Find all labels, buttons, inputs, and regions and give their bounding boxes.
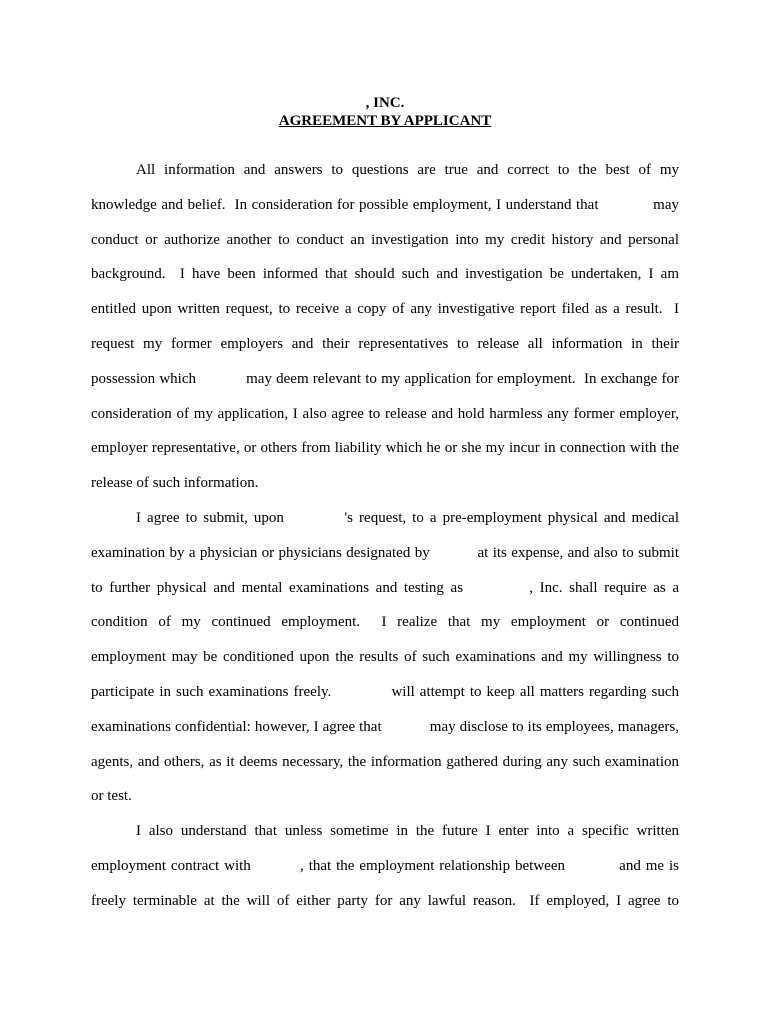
body-line: I agree to submit, upon 's request, to a pre-employment physical and medical (136, 510, 679, 526)
body-line: All information and answers to questions are true and correct to the best of my (136, 162, 679, 178)
body-line: employment contract with , that the employment relationship between and me is (91, 858, 679, 874)
body-line: employment may be conditioned upon the results of such examinations and my willingness to (91, 649, 679, 666)
body-line: background. I have been informed that should such and investigation be undertaken, I am (91, 266, 679, 283)
body-line: I also understand that unless sometime in the future I enter into a specific written (136, 823, 679, 840)
body-line: examinations confidential: however, I agree that may disclose to its employees, managers, (91, 718, 679, 735)
body-line: knowledge and belief. In consideration for possible employment, I understand that may (91, 196, 679, 213)
body-line: conduct or authorize another to conduct an investigation into my credit history and personal (91, 231, 679, 248)
body-line: examination by a physician or physicians designated by at its expense, and also to submit (91, 544, 679, 561)
body-line: employer representative, or others from liability which he or she my incur in connection with the (91, 440, 679, 457)
body-line: release of such information. (91, 475, 259, 492)
body-line: consideration of my application, I also agree to release and hold harmless any former employer, (91, 405, 679, 422)
company-name-heading: , INC. (365, 95, 405, 111)
body-line: agents, and others, as it deems necessary, the information gathered during any such examination (91, 753, 679, 770)
body-line: possession which may deem relevant to my application for employment. In exchange for (91, 370, 679, 387)
body-line: freely terminable at the will of either party for any lawful reason. If employed, I agree to (91, 892, 679, 909)
body-line: to further physical and mental examinations and testing as , Inc. shall require as a (91, 579, 679, 596)
body-line: condition of my continued employment. I realize that my employment or continued (91, 614, 679, 631)
body-line: participate in such examinations freely. will attempt to keep all matters regarding such (91, 684, 679, 700)
body-line: entitled upon written request, to receive a copy of any investigative report filed as a result. I (91, 301, 679, 318)
body-line: or test. (91, 788, 132, 805)
body-line: request my former employers and their representatives to release all information in their (91, 336, 679, 352)
document-title: AGREEMENT BY APPLICANT (278, 113, 492, 129)
